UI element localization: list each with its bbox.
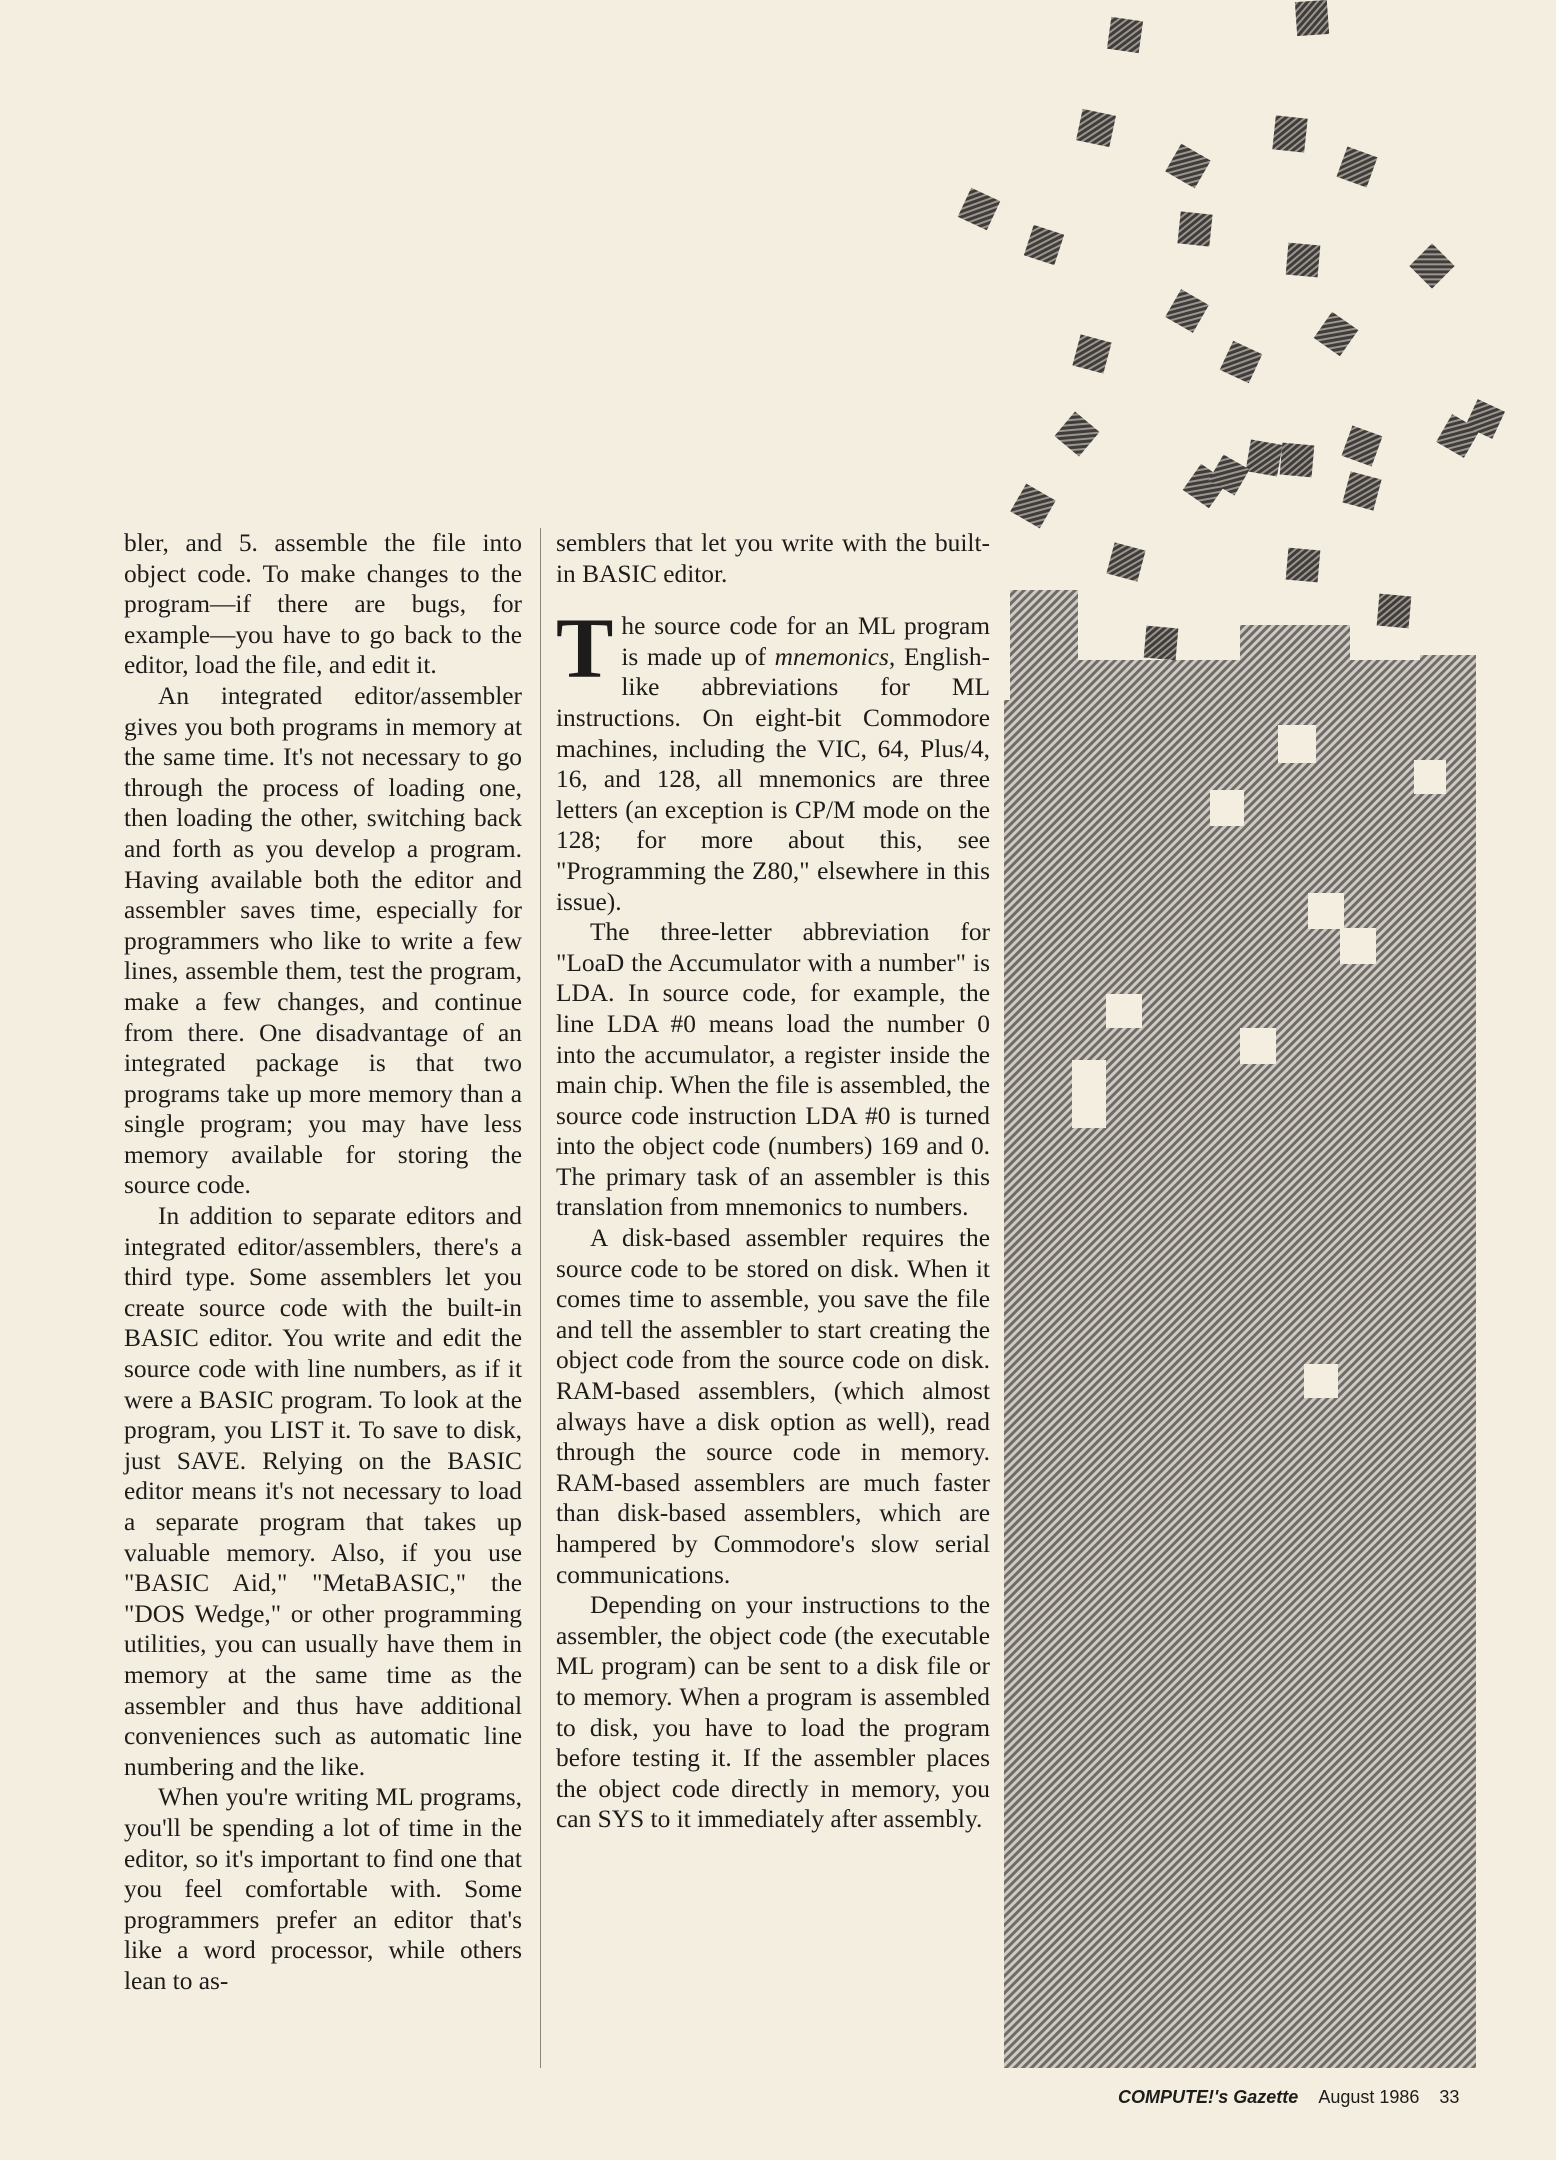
drop-cap: T — [556, 600, 614, 697]
paragraph: A disk-based assembler requires the source code to be stored on disk. When it comes time to assemble, you save the file and tell the assembler to start creating the object code from the source code on disk. RAM-based assemblers, (which almost always have a disk option as well), read through the source code in memory. RAM-based assemblers are much faster than disk-based assemblers, which are hampered by Commodore's slow serial communications. — [556, 1224, 990, 1589]
paragraph-with-dropcap: The source code for an ML program is made up of mnemonics, English-like abbreviations for ML instructions. On eight-bit Commodore machines, including the VIC, 64, Plus/4, 16, and 128, all mnemonics are three letters (an exception is CP/M mode on the 128; for more about this, see "Programming the Z80," elsewhere in this issue). — [556, 600, 990, 916]
emphasis-term: mnemonics, — [774, 642, 896, 671]
page-footer — [1118, 2087, 1459, 2108]
paragraph: An integrated editor/assembler gives you both programs in memory at the same time. It's not necessary to go through the process of loading one, then loading the other, switching back and forth as you develop a program. Having available both the editor and assembler saves time, especially for programmers who like to write a few lines, assemble them, test the program, make a few changes, and continue from there. One disadvantage of an integrated package is that two programs take up more memory than a single program; you may have less memory available for storing the source code. — [124, 681, 522, 1200]
paragraph: When you're writing ML programs, you'll be spending a lot of time in the editor, so it's important to find one that you feel comfortable with. Some programmers prefer an editor that's like a word processor, while others lean to as- — [124, 1783, 522, 1995]
publication-name: COMPUTE!'s Gazette — [1118, 2087, 1299, 2107]
page-number: 33 — [1439, 2087, 1460, 2107]
issue-date: August 1986 — [1318, 2087, 1420, 2107]
article-column-right — [556, 528, 990, 1835]
paragraph: semblers that let you write with the built-in BASIC editor. — [556, 529, 990, 588]
article-column-left — [124, 528, 522, 1997]
paragraph: In addition to separate editors and integrated editor/assemblers, there's a third type. Some assemblers let you create source code with the built-in BASIC editor. You write and edit the source code with line numbers, as if it were a BASIC program. To look at the program, you LIST it. To save to disk, just SAVE. Relying on the BASIC editor means it's not necessary to load a separate program that takes up valuable memory. Also, if you use "BASIC Aid," "MetaBASIC," the "DOS Wedge," or other programming utilities, you can usually have them in memory at the same time as the assembler and thus have additional conveniences such as automatic line numbering and the like. — [124, 1202, 522, 1781]
falling-pixel-squares — [958, 0, 1505, 660]
paragraph: Depending on your instructions to the assembler, the object code (the executable ML program) can be sent to a disk file or to memory. When a program is assembled to disk, you have to load the program before testing it. If the assembler places the object code directly in memory, you can SYS to it immediately after assembly. — [556, 1591, 990, 1834]
paragraph: The three-letter abbreviation for "LoaD the Accumulator with a number" is LDA. In source code, for example, the line LDA #0 means load the number 0 into the accumulator, a register inside the main chip. When the file is assembled, the source code instruction LDA #0 is turned into the object code (numbers) 169 and 0. The primary task of an assembler is this translation from mnemonics to numbers. — [556, 918, 990, 1222]
column-rule — [540, 528, 541, 2068]
paragraph: bler, and 5. assemble the file into object code. To make changes to the program—if there are bugs, for example—you have to go back to the editor, load the file, and edit it. — [124, 529, 522, 680]
